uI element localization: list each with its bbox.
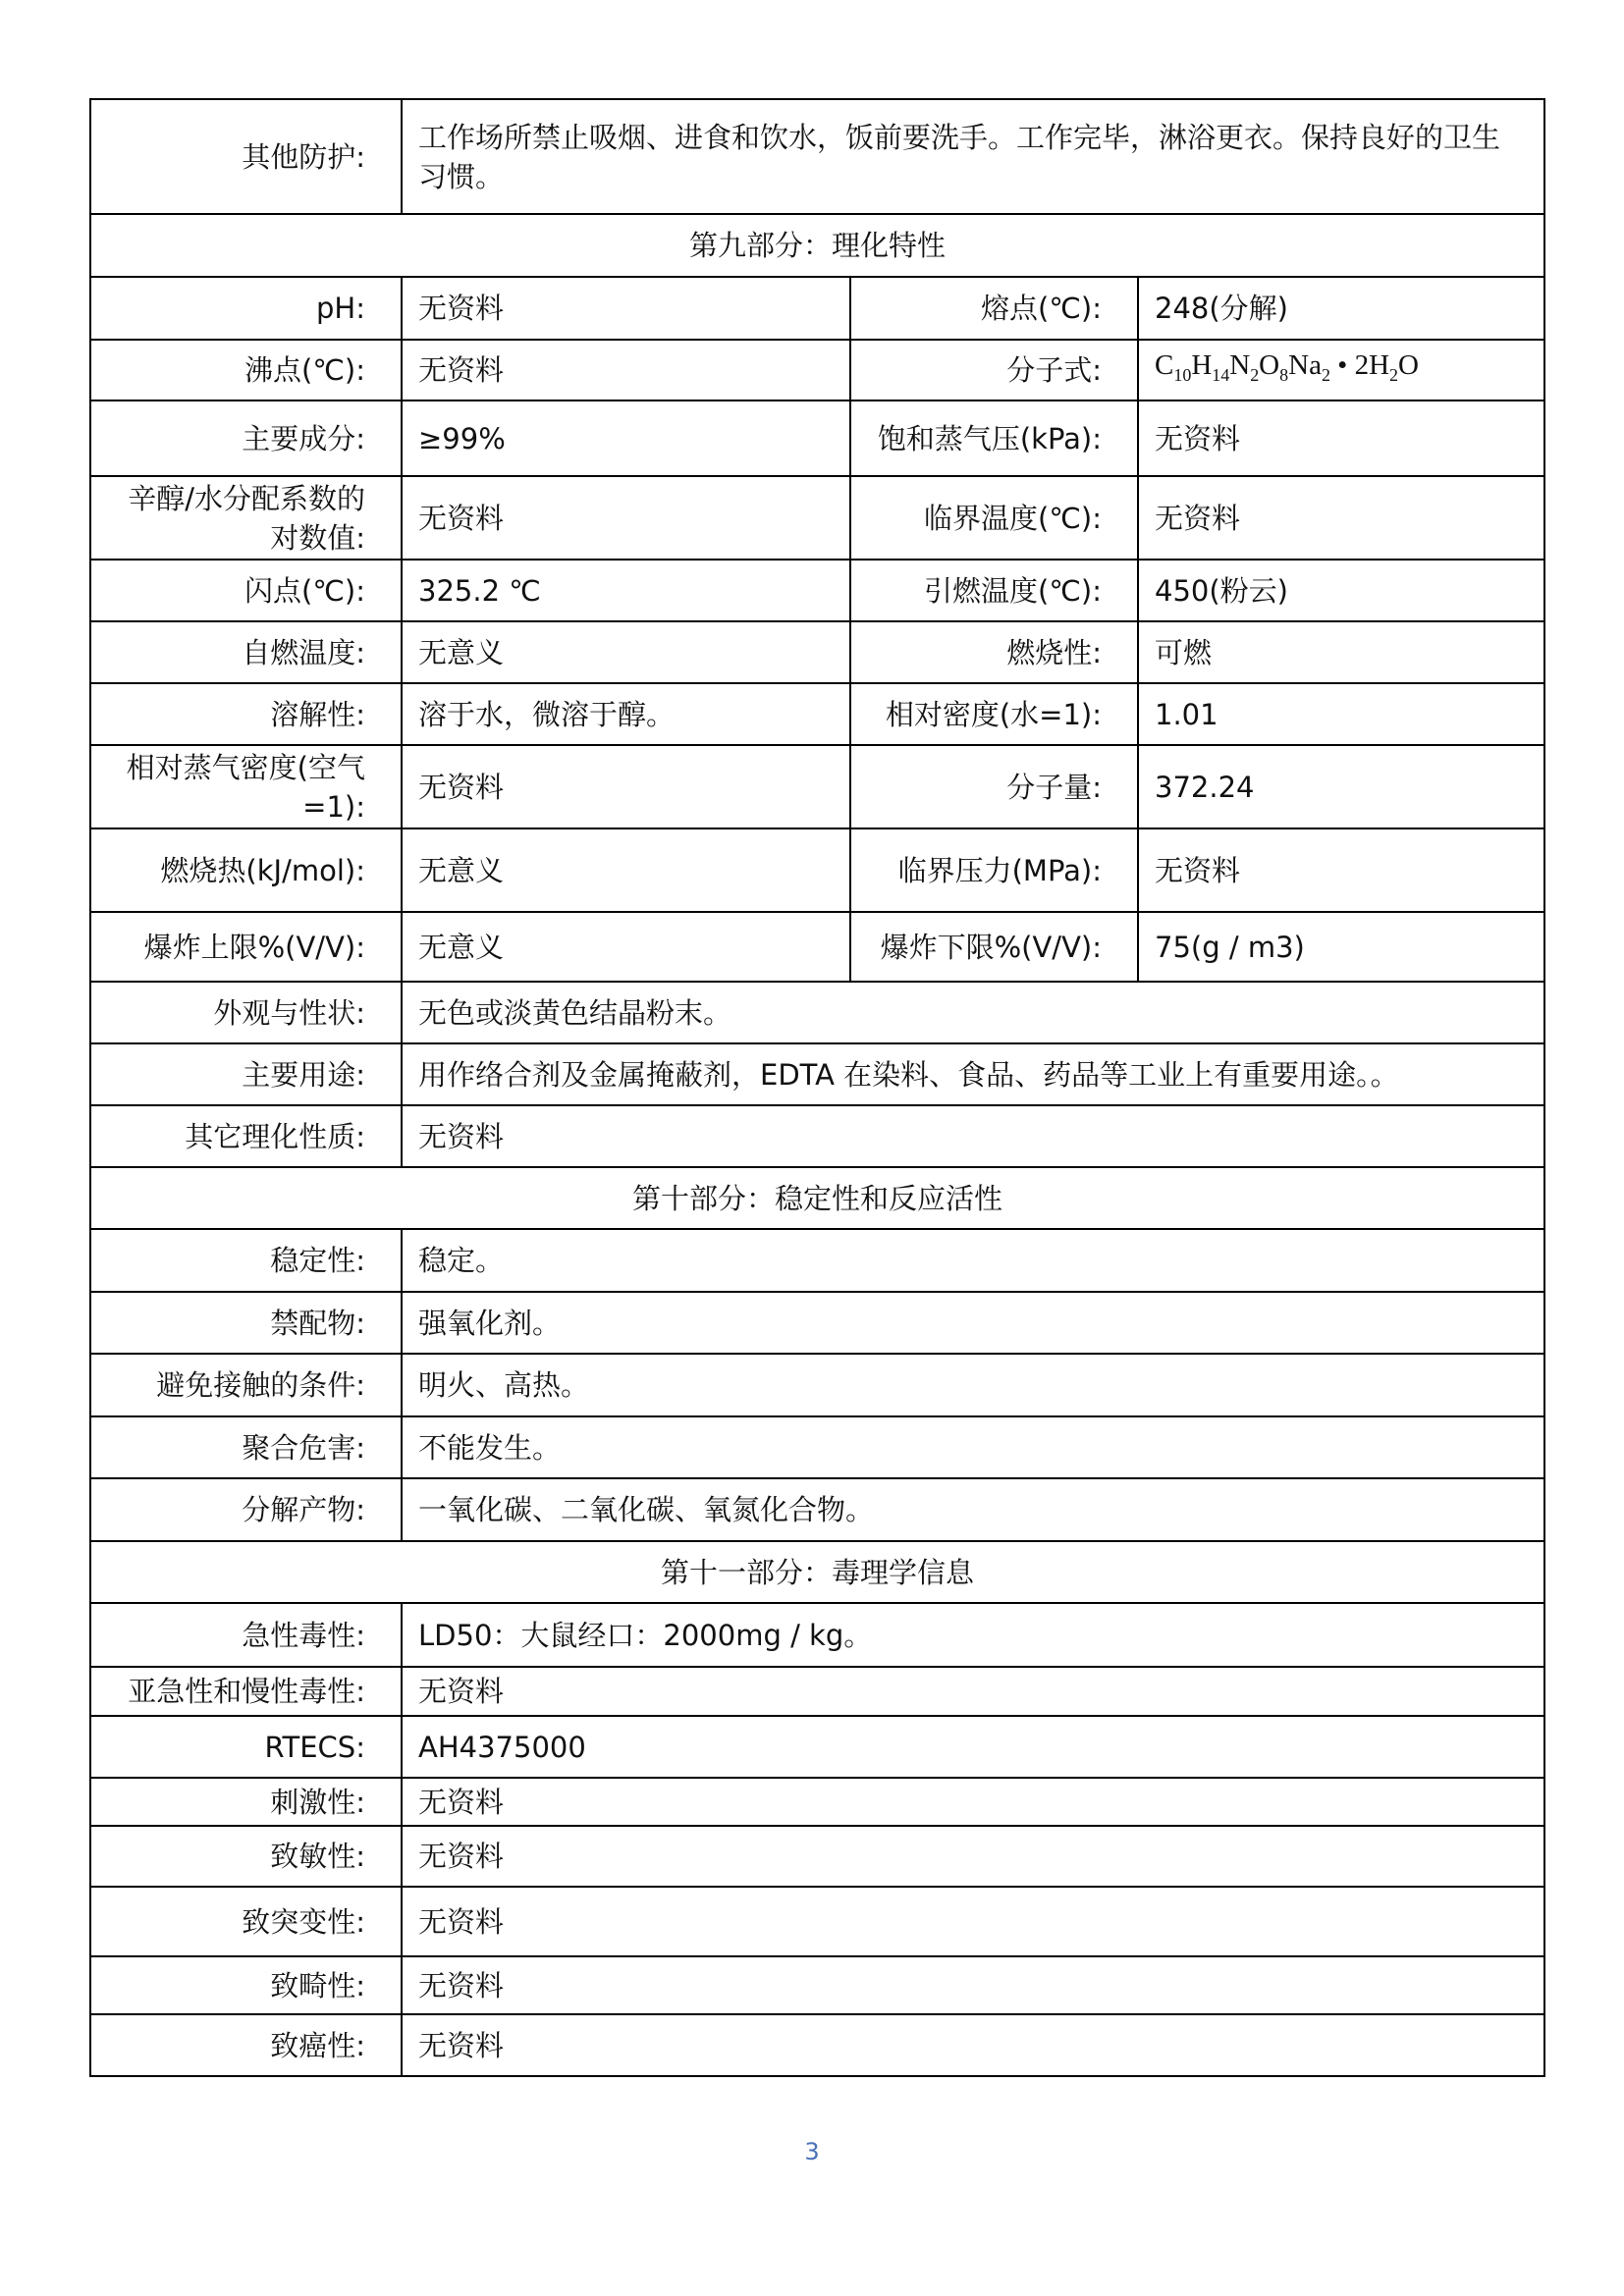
toxicology-value: LD50：大鼠经口：2000mg / kg。 [402,1603,1544,1667]
property-label: 自燃温度: [90,621,402,683]
property-value: ≥99% [402,400,850,476]
property-value: 可燃 [1138,621,1544,683]
property-value: 450(粉云) [1138,560,1544,621]
toxicology-value: 无资料 [402,2014,1544,2076]
property-row [90,476,1544,560]
property-value: 无意义 [402,912,850,982]
property-label: 主要成分: [90,400,402,476]
property-label: 其它理化性质: [90,1105,402,1167]
property-value: 无资料 [402,745,850,828]
toxicology-row [90,1778,1544,1826]
toxicology-row [90,1826,1544,1887]
property-label: 熔点(℃): [850,277,1138,340]
stability-value: 明火、高热。 [402,1354,1544,1416]
property-value: 无资料 [402,476,850,560]
property-label: 饱和蒸气压(kPa): [850,400,1138,476]
toxicology-row [90,1716,1544,1778]
toxicology-label: 致突变性: [90,1887,402,1956]
toxicology-row [90,1603,1544,1667]
toxicology-value: 无资料 [402,1826,1544,1887]
property-row [90,683,1544,745]
property-value: 无资料 [402,1105,1544,1167]
toxicology-row [90,1887,1544,1956]
property-row [90,340,1544,400]
property-row [90,560,1544,621]
toxicology-row [90,1667,1544,1716]
property-value: 372.24 [1138,745,1544,828]
property-row [90,745,1544,828]
property-label: 辛醇/水分配系数的对数值: [90,476,402,560]
property-label: 临界压力(MPa): [850,828,1138,912]
property-value: 无资料 [402,340,850,400]
toxicology-value: 无资料 [402,1778,1544,1826]
other-protection-row [90,99,1544,214]
stability-value: 一氧化碳、二氧化碳、氧氮化合物。 [402,1478,1544,1541]
other-protection-label: 其他防护: [90,99,402,214]
property-label: 闪点(℃): [90,560,402,621]
toxicology-label: 急性毒性: [90,1603,402,1667]
property-row [90,912,1544,982]
stability-value: 稳定。 [402,1229,1544,1292]
property-value: 75(g / m3) [1138,912,1544,982]
toxicology-label: 致畸性: [90,1956,402,2014]
toxicology-label: 致癌性: [90,2014,402,2076]
property-row [90,277,1544,340]
property-row-wide [90,1105,1544,1167]
stability-value: 强氧化剂。 [402,1292,1544,1354]
stability-row [90,1292,1544,1354]
stability-row [90,1354,1544,1416]
toxicology-label: 刺激性: [90,1778,402,1826]
other-protection-value: 工作场所禁止吸烟、进食和饮水，饭前要洗手。工作完毕，淋浴更衣。保持良好的卫生习惯。 [402,99,1544,214]
property-value: 无色或淡黄色结晶粉末。 [402,982,1544,1043]
toxicology-label: 亚急性和慢性毒性: [90,1667,402,1716]
property-label: 主要用途: [90,1043,402,1105]
property-label: 沸点(℃): [90,340,402,400]
property-value: 无意义 [402,828,850,912]
property-label: 爆炸上限%(V/V): [90,912,402,982]
toxicology-label: RTECS: [90,1716,402,1778]
stability-label: 分解产物: [90,1478,402,1541]
property-label: 分子式: [850,340,1138,400]
property-value: 无意义 [402,621,850,683]
property-row-wide [90,1043,1544,1105]
section9-header-row [90,214,1544,277]
section11-title: 第十一部分：毒理学信息 [90,1541,1544,1603]
section9-title: 第九部分：理化特性 [90,214,1544,277]
stability-row [90,1229,1544,1292]
toxicology-row [90,2014,1544,2076]
property-label: 相对密度(水=1): [850,683,1138,745]
property-value: 溶于水，微溶于醇。 [402,683,850,745]
property-label: 燃烧热(kJ/mol): [90,828,402,912]
property-value: 无资料 [1138,476,1544,560]
toxicology-value: 无资料 [402,1887,1544,1956]
property-label: 爆炸下限%(V/V): [850,912,1138,982]
section10-header-row [90,1167,1544,1229]
toxicology-value: 无资料 [402,1956,1544,2014]
msds-table [89,98,1545,2077]
property-label: 溶解性: [90,683,402,745]
property-row [90,621,1544,683]
property-value: 1.01 [1138,683,1544,745]
toxicology-row [90,1956,1544,2014]
toxicology-value: AH4375000 [402,1716,1544,1778]
property-row-wide [90,982,1544,1043]
property-label: 燃烧性: [850,621,1138,683]
stability-label: 稳定性: [90,1229,402,1292]
property-label: 外观与性状: [90,982,402,1043]
property-label: 临界温度(℃): [850,476,1138,560]
property-label: 相对蒸气密度(空气=1): [90,745,402,828]
section11-header-row [90,1541,1544,1603]
stability-label: 禁配物: [90,1292,402,1354]
molecular-formula-text: $C_{10}H_{14}N_2O_8Na_2$ • $2H_2O$ [1155,349,1419,385]
property-row [90,828,1544,912]
toxicology-label: 致敏性: [90,1826,402,1887]
section10-title: 第十部分：稳定性和反应活性 [90,1167,1544,1229]
property-value: 无资料 [1138,400,1544,476]
property-label: pH: [90,277,402,340]
stability-label: 聚合危害: [90,1416,402,1478]
property-label: 分子量: [850,745,1138,828]
molecular-formula [1138,340,1544,400]
property-value: 248(分解) [1138,277,1544,340]
property-row [90,400,1544,476]
property-value: 325.2 ℃ [402,560,850,621]
stability-row [90,1416,1544,1478]
stability-row [90,1478,1544,1541]
property-value: 用作络合剂及金属掩蔽剂，EDTA 在染料、食品、药品等工业上有重要用途。。 [402,1043,1544,1105]
stability-label: 避免接触的条件: [90,1354,402,1416]
stability-value: 不能发生。 [402,1416,1544,1478]
toxicology-value: 无资料 [402,1667,1544,1716]
property-value: 无资料 [1138,828,1544,912]
page-number: 3 [804,2138,820,2165]
property-value: 无资料 [402,277,850,340]
property-label: 引燃温度(℃): [850,560,1138,621]
